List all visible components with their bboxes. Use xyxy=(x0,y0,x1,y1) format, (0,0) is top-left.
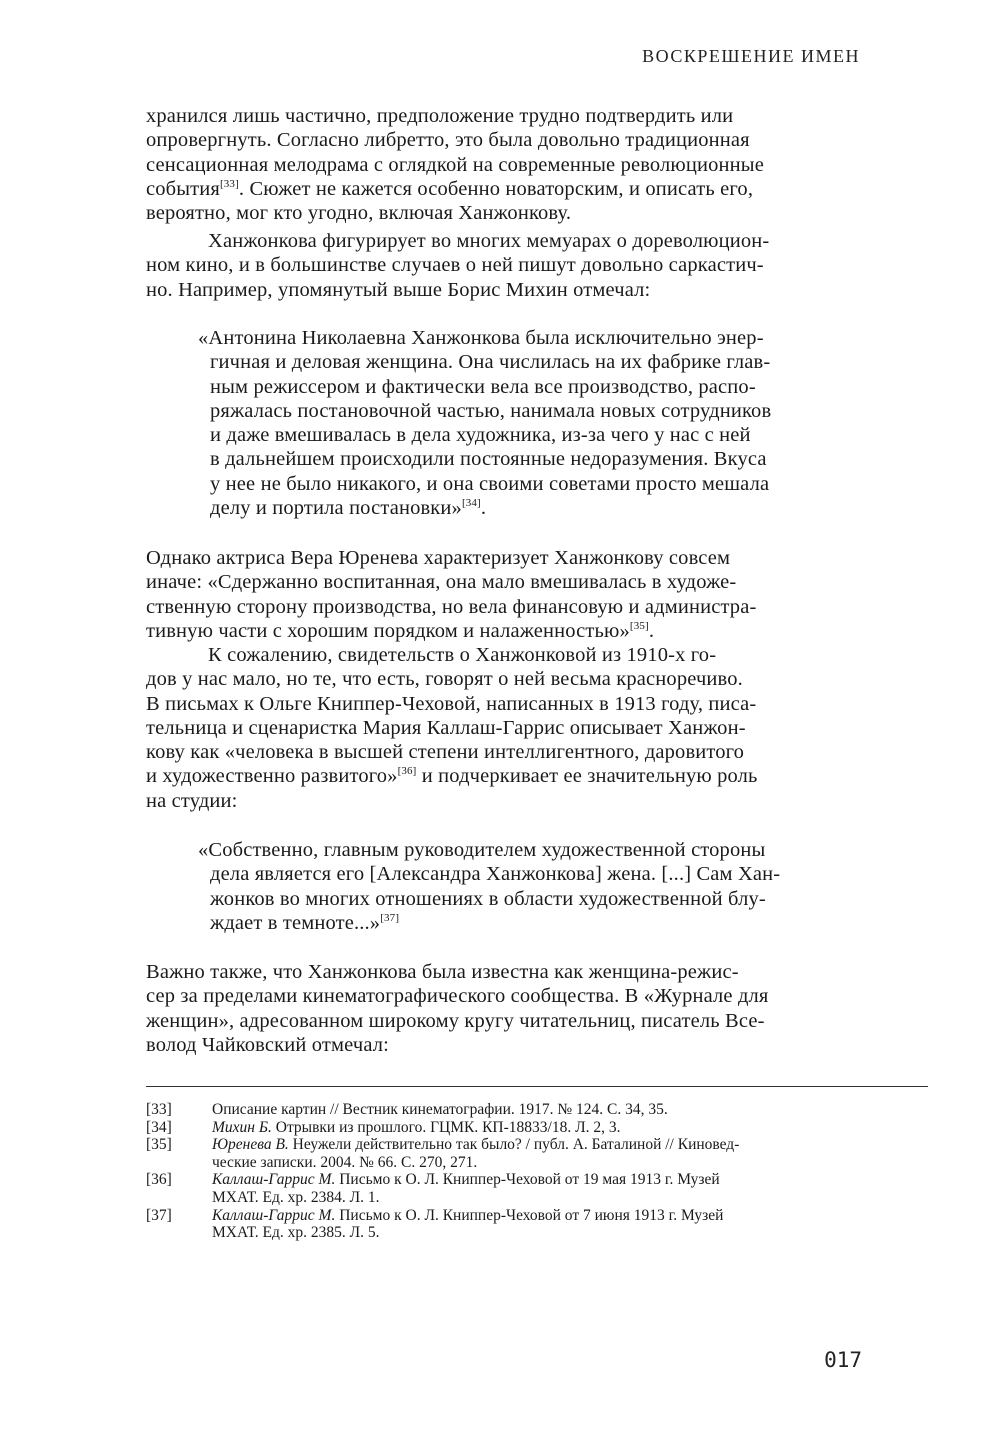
footnote-author: Юренева В. xyxy=(212,1136,289,1154)
text-line: ном кино, и в большинстве случаев о ней пишут довольно саркастич- xyxy=(146,254,764,277)
text-line xyxy=(212,1171,720,1189)
footnote-author: Каллаш-Гаррис М. xyxy=(212,1206,336,1224)
footnote-author: Михин Б. xyxy=(212,1118,272,1136)
text-line: иначе: «Сдержанно воспитанная, она мало вмешивалась в художе- xyxy=(146,571,737,594)
footnote-ref-35[interactable]: [35] xyxy=(629,619,649,632)
text-line: волод Чайковский отмечал: xyxy=(146,1033,389,1056)
footnotes xyxy=(146,1101,928,1242)
footnote-text xyxy=(212,1171,720,1206)
footnote-ref-36[interactable]: [36] xyxy=(397,765,417,778)
footnote-ref-34[interactable]: [34] xyxy=(461,497,481,510)
footnote-ref-37[interactable]: [37] xyxy=(380,911,400,924)
text-fragment: ждает в темноте...» xyxy=(210,911,381,934)
text-line: гичная и деловая женщина. Она числилась на их фабрике глав- xyxy=(210,351,771,374)
footnote-number: [36] xyxy=(146,1171,172,1189)
footnote-33 xyxy=(146,1101,928,1119)
footnote-ref-33[interactable]: [33] xyxy=(219,177,239,190)
text-line: тельница и сценаристка Мария Каллаш-Гаррис описывает Ханжон- xyxy=(146,716,746,739)
text-fragment: делу и портила постановки» xyxy=(210,497,462,520)
text-line: К сожалению, свидетельств о Ханжонковой из 1910-х го- xyxy=(208,644,717,666)
text-line: женщин», адресованном широкому кругу читательниц, писатель Все- xyxy=(146,1009,765,1032)
paragraph-1 xyxy=(146,104,926,225)
paragraph-2 xyxy=(146,229,926,302)
text-line: ческие записки. 2004. № 66. С. 270, 271. xyxy=(212,1153,478,1171)
text-line: «Антонина Николаевна Ханжонкова была исключительно энер- xyxy=(198,327,764,349)
text-line: «Собственно, главным руководителем художественной стороны xyxy=(198,839,766,861)
text-line: В письмах к Ольге Книппер-Чеховой, написанных в 1913 году, писа- xyxy=(146,692,757,715)
text-fragment: . Сюжет не кажется особенно новаторским, и описать его, xyxy=(238,177,754,200)
footnote-number: [35] xyxy=(146,1136,172,1154)
footnote-number: [37] xyxy=(146,1206,172,1224)
paragraph-3 xyxy=(146,546,926,643)
text-fragment: . xyxy=(480,497,487,520)
text-line xyxy=(146,177,926,201)
text-line xyxy=(146,619,926,643)
running-header: ВОСКРЕШЕНИЕ ИМЕН xyxy=(642,46,860,66)
text-line: ным режиссером и фактически вела все производство, распо- xyxy=(210,375,756,398)
text-fragment: тивную части с хорошим порядком и налаженностью» xyxy=(146,619,630,642)
text-fragment: Отрывки из прошлого. ГЦМК. КП-18833/18. Л. 2, 3. xyxy=(271,1118,621,1136)
text-line: Однако актриса Вера Юренева характеризует Ханжонкову совсем xyxy=(146,547,731,569)
text-fragment: . xyxy=(648,619,655,642)
footnote-37 xyxy=(146,1207,928,1242)
text-fragment: и художественно развитого» xyxy=(146,765,398,788)
text-line: МХАТ. Ед. хр. 2385. Л. 5. xyxy=(212,1224,380,1242)
text-fragment: Письмо к О. Л. Книппер-Чеховой от 19 мая 1913 г. Музей xyxy=(335,1171,720,1189)
text-line xyxy=(198,496,928,520)
text-line: дела является его [Александра Ханжонкова] жена. [...] Сам Хан- xyxy=(210,863,781,886)
text-line: Описание картин // Вестник кинематографии. 1917. № 124. С. 34, 35. xyxy=(212,1101,668,1118)
text-line: но. Например, упомянутый выше Борис Михин отмечал: xyxy=(146,278,651,301)
text-line: в дальнейшем происходили постоянные недоразумения. Вкуса xyxy=(210,448,767,471)
footnote-author: Каллаш-Гаррис М. xyxy=(212,1171,336,1189)
text-line: у нее не было никакого, и она своими советами просто мешала xyxy=(210,472,770,495)
block-quote-2 xyxy=(198,838,928,935)
block-quote-1 xyxy=(198,326,928,520)
footnote-36 xyxy=(146,1171,928,1206)
text-line: ряжалась постановочной частью, нанимала новых сотрудников xyxy=(210,399,772,422)
footnote-text xyxy=(212,1136,739,1171)
text-line: сенсационная мелодрама с оглядкой на современные революционные xyxy=(146,153,764,176)
text-line: дов у нас мало, но те, что есть, говорят о ней весьма красноречиво. xyxy=(146,668,743,691)
text-line: опровергнуть. Согласно либретто, это была довольно традиционная xyxy=(146,129,750,152)
text-line xyxy=(198,911,928,935)
text-line: вероятно, мог кто угодно, включая Ханжонкову. xyxy=(146,202,572,225)
text-fragment: Неужели действительно так было? / публ. А. Баталиной // Киновед- xyxy=(288,1136,740,1154)
text-line xyxy=(146,764,926,788)
text-line xyxy=(212,1136,739,1154)
footnote-35 xyxy=(146,1136,928,1171)
footnote-text xyxy=(212,1101,668,1119)
text-fragment: Письмо к О. Л. Книппер-Чеховой от 7 июня 1913 г. Музей xyxy=(335,1206,724,1224)
page-number: 017 xyxy=(824,1348,862,1372)
footnote-divider xyxy=(146,1086,928,1087)
text-line xyxy=(212,1207,723,1225)
footnote-text xyxy=(212,1207,723,1242)
paragraph-4 xyxy=(146,643,926,813)
text-line: Ханжонкова фигурирует во многих мемуарах о дореволюцион- xyxy=(208,230,770,252)
footnote-34 xyxy=(146,1119,928,1137)
text-line: на студии: xyxy=(146,789,238,812)
text-line: МХАТ. Ед. хр. 2384. Л. 1. xyxy=(212,1188,380,1206)
text-fragment: и подчеркивает ее значительную роль xyxy=(416,765,758,788)
text-line: и даже вмешивалась в дела художника, из-за чего у нас с ней xyxy=(210,424,751,447)
footnote-number: [33] xyxy=(146,1101,172,1118)
footnote-text xyxy=(212,1119,620,1137)
text-line: сер за пределами кинематографического сообщества. В «Журнале для xyxy=(146,985,769,1008)
text-line: Важно также, что Ханжонкова была известна как женщина-режис- xyxy=(146,961,739,983)
text-line: кову как «человека в высшей степени интеллигентного, даровитого xyxy=(146,741,745,764)
text-line: хранился лишь частично, предположение трудно подтвердить или xyxy=(146,105,734,127)
text-line: ственную сторону производства, но вела финансовую и администра- xyxy=(146,595,757,618)
text-line xyxy=(212,1119,620,1137)
text-line: жонков во многих отношениях в области художественной блу- xyxy=(210,887,766,910)
text-fragment: события xyxy=(146,177,220,200)
footnote-number: [34] xyxy=(146,1118,172,1136)
paragraph-5 xyxy=(146,960,926,1057)
